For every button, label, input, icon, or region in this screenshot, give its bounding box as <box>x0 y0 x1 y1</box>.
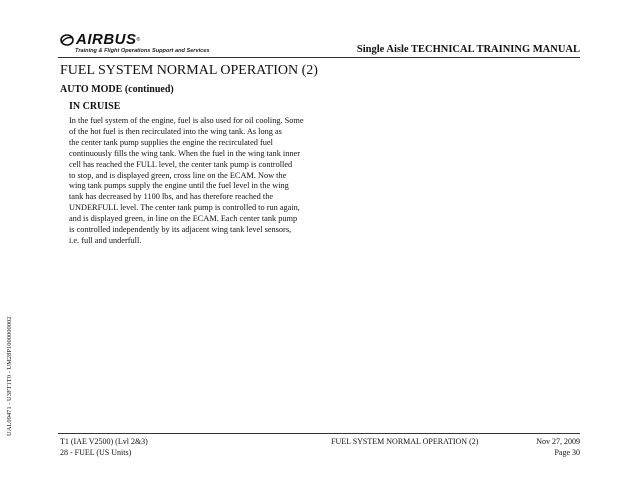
body-line: to stop, and is displayed green, cross line on the ECAM. Now the <box>69 170 287 180</box>
subsection-title: IN CRUISE <box>69 101 121 112</box>
body-line: is controlled independently by its adjacent wing tank level sensors, <box>69 225 292 235</box>
body-line: cell has reached the FULL level, the center tank pump is controlled <box>69 159 293 169</box>
body-line: continuously fills the wing tank. When the fuel in the wing tank inner <box>69 148 300 158</box>
airbus-swirl-icon <box>60 34 74 46</box>
manual-title: Single Aisle TECHNICAL TRAINING MANUAL <box>356 44 580 55</box>
section-title: AUTO MODE (continued) <box>60 84 174 95</box>
body-text <box>69 116 304 247</box>
footer-course: T1 (IAE V2500) (Lvl 2&3) <box>60 437 148 446</box>
footer-chapter: 28 - FUEL (US Units) <box>60 447 132 457</box>
logo-tagline: Training & Flight Operations Support and Services <box>75 48 210 54</box>
page-number: Page 30 <box>554 447 580 457</box>
footer-divider <box>58 433 580 434</box>
body-line: tank has decreased by 1100 lbs, and has therefore reached the <box>69 192 274 202</box>
footer-center: FUEL SYSTEM NORMAL OPERATION (2) <box>331 437 479 446</box>
footer-left <box>60 437 148 458</box>
page-title: FUEL SYSTEM NORMAL OPERATION (2) <box>60 63 318 78</box>
airbus-logo <box>60 32 209 54</box>
body-line: of the hot fuel is then recirculated into the wing tank. As long as <box>69 126 282 136</box>
body-line: the center tank pump supplies the engine the recirculated fuel <box>69 137 273 147</box>
logo-wordmark: AIRBUS <box>76 31 137 48</box>
registered-mark: ® <box>136 36 141 43</box>
body-line: and is displayed green, in line on the ECAM. Each center tank pump <box>69 214 298 224</box>
logo-row <box>60 32 209 47</box>
body-line: i.e. full and underfull. <box>69 235 142 245</box>
footer-date: Nov 27, 2009 <box>536 437 580 446</box>
footer-right <box>536 437 580 458</box>
header-divider <box>58 57 580 58</box>
document-code: UAL09471 - U3FT1T0 - UM28P1000000002 <box>6 316 13 436</box>
body-line: wing tank pumps supply the engine until the fuel level in the wing <box>69 181 289 191</box>
body-line: In the fuel system of the engine, fuel is also used for oil cooling. Some <box>69 116 304 125</box>
body-line: UNDERFULL level. The center tank pump is controlled to run again, <box>69 203 300 213</box>
